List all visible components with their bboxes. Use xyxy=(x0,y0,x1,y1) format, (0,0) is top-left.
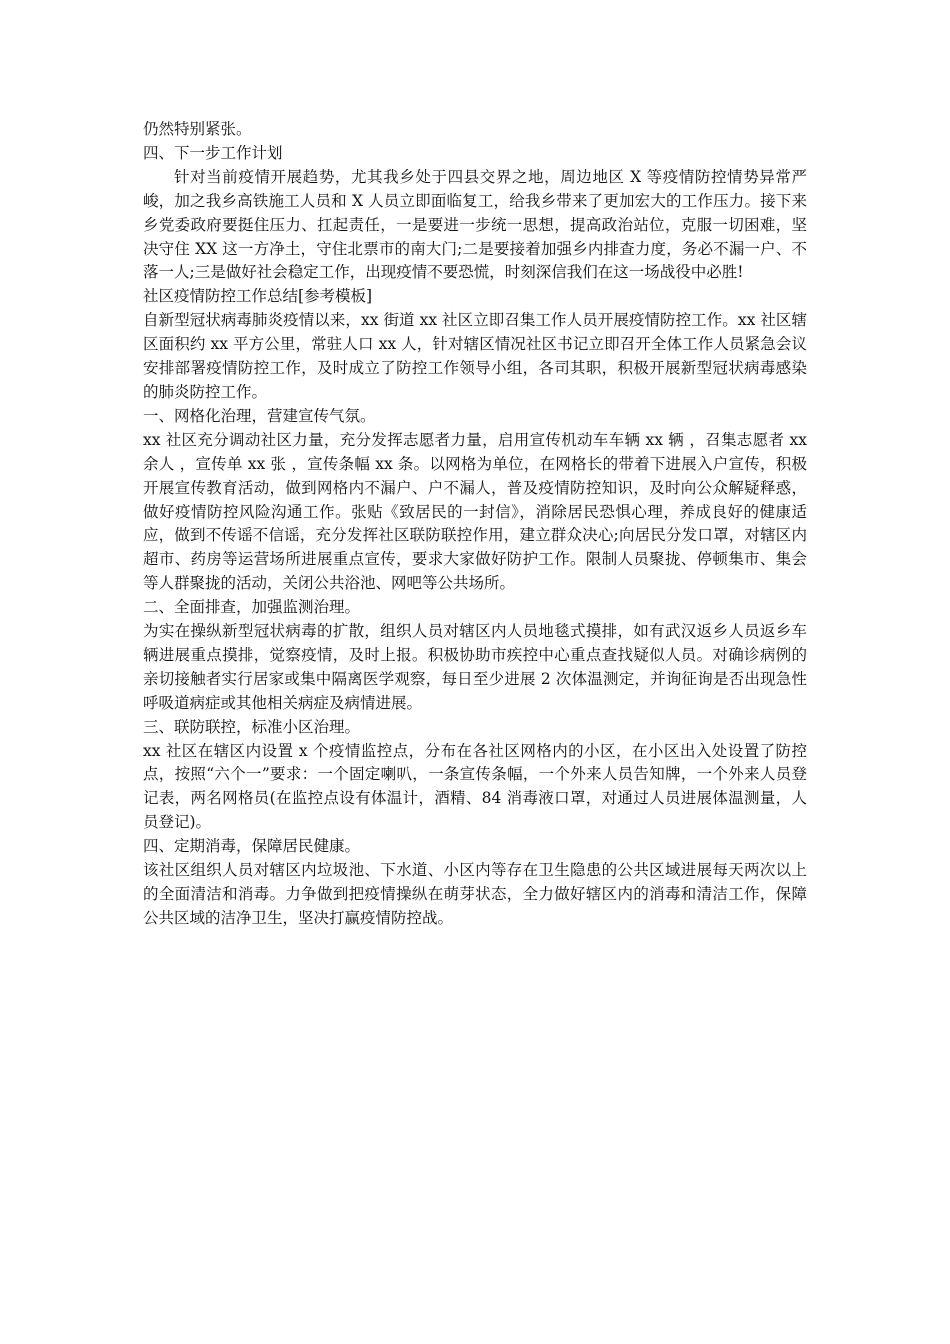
document-body xyxy=(143,118,807,931)
paragraph-continuation: 仍然特别紧张。 xyxy=(143,120,252,138)
section-heading-next-steps: 四、下一步工作计划 xyxy=(143,143,283,162)
section-heading-grid-governance: 一、网格化治理，营建宣传气氛。 xyxy=(143,406,376,425)
paragraph-joint-control: xx 社区在辖区内设置 x 个疫情监控点，分布在各社区网格内的小区，在小区出入处设置了防控点，按照“六个一”要求：一个固定喇叭，一条宣传条幅，一个外来人员告知牌，一个外来人员登记表，两名网格员(在监控点设有体温计，酒精、84 消毒液口罩，对通过人员进展体温测量，人员登记)。 xyxy=(143,741,807,832)
section-heading-disinfection: 四、定期消毒，保障居民健康。 xyxy=(143,837,361,856)
document-title: 社区疫情防控工作总结[参考模板] xyxy=(143,287,373,306)
paragraph-grid-governance: xx 社区充分调动社区力量，充分发挥志愿者力量，启用宣传机动车车辆 xx 辆 ，召集志愿者 xx 余人 ，宣传单 xx 张 ，宣传条幅 xx 条。以网格为单位，在网格长的带着下进展入户宣传，积极开展宣传教育活动，做到网格内不漏户、户不漏人，普及疫情防控知识，及时向公众解疑释惑，做好疫情防控风险沟通工作。张贴《致居民的一封信》，消除居民恐惧心理，养成良好的健康适应，做到不传谣不信谣，充分发挥社区联防联控作用，建立群众决心;向居民分发口罩，对辖区内超市、药房等运营场所进展重点宣传，要求大家做好防护工作。限制人员聚拢、停顿集市、集会等人群聚拢的活动，关闭公共浴池、网吧等公共场所。 xyxy=(143,430,807,593)
paragraph-disinfection: 该社区组织人员对辖区内垃圾池、下水道、小区内等存在卫生隐患的公共区域进展每天两次以上的全面清洁和消毒。力争做到把疫情操纵在萌芽状态，全力做好辖区内的消毒和清洁工作，保障公共区域的洁净卫生，坚决打赢疫情防控战。 xyxy=(143,861,807,927)
section-heading-joint-control: 三、联防联控，标准小区治理。 xyxy=(143,717,361,736)
paragraph-screening: 为实在操纵新型冠状病毒的扩散，组织人员对辖区内人员地毯式摸排，如有武汉返乡人员返乡车辆进展重点摸排，觉察疫情，及时上报。积极协助市疾控中心重点查找疑似人员。对确诊病例的亲切接触者实行居家或集中隔离医学观察，每日至少进展 2 次体温测定，并询征询是否出现急性呼吸道病症或其他相关病症及病情进展。 xyxy=(143,622,807,712)
paragraph-work-plan: 针对当前疫情开展趋势，尤其我乡处于四县交界之地，周边地区 X 等疫情防控情势异常严峻，加之我乡高铁施工人员和 X 人员立即面临复工，给我乡带来了更加宏大的工作压力。接下来乡党委政府要挺住压力、扛起责任，一是要进一步统一思想，提高政治站位，克服一切困难，坚决守住 XX 这一方净土，守住北票市的南大门;二是要接着加强乡内排查力度，务必不漏一户、不落一人;三是做好社会稳定工作，出现疫情不要恐慌，时刻深信我们在这一场战役中必胜! xyxy=(143,167,807,282)
section-heading-screening: 二、全面排查，加强监测治理。 xyxy=(143,598,361,617)
paragraph-intro: 自新型冠状病毒肺炎疫情以来，xx 街道 xx 社区立即召集工作人员开展疫情防控工作。xx 社区辖区面积约 xx 平方公里，常驻人口 xx 人，针对辖区情况社区书记立即召开全体工作人员紧急会议安排部署疫情防控工作，及时成立了防控工作领导小组，各司其职，积极开展新型冠状病毒感染的肺炎防控工作。 xyxy=(143,311,807,401)
